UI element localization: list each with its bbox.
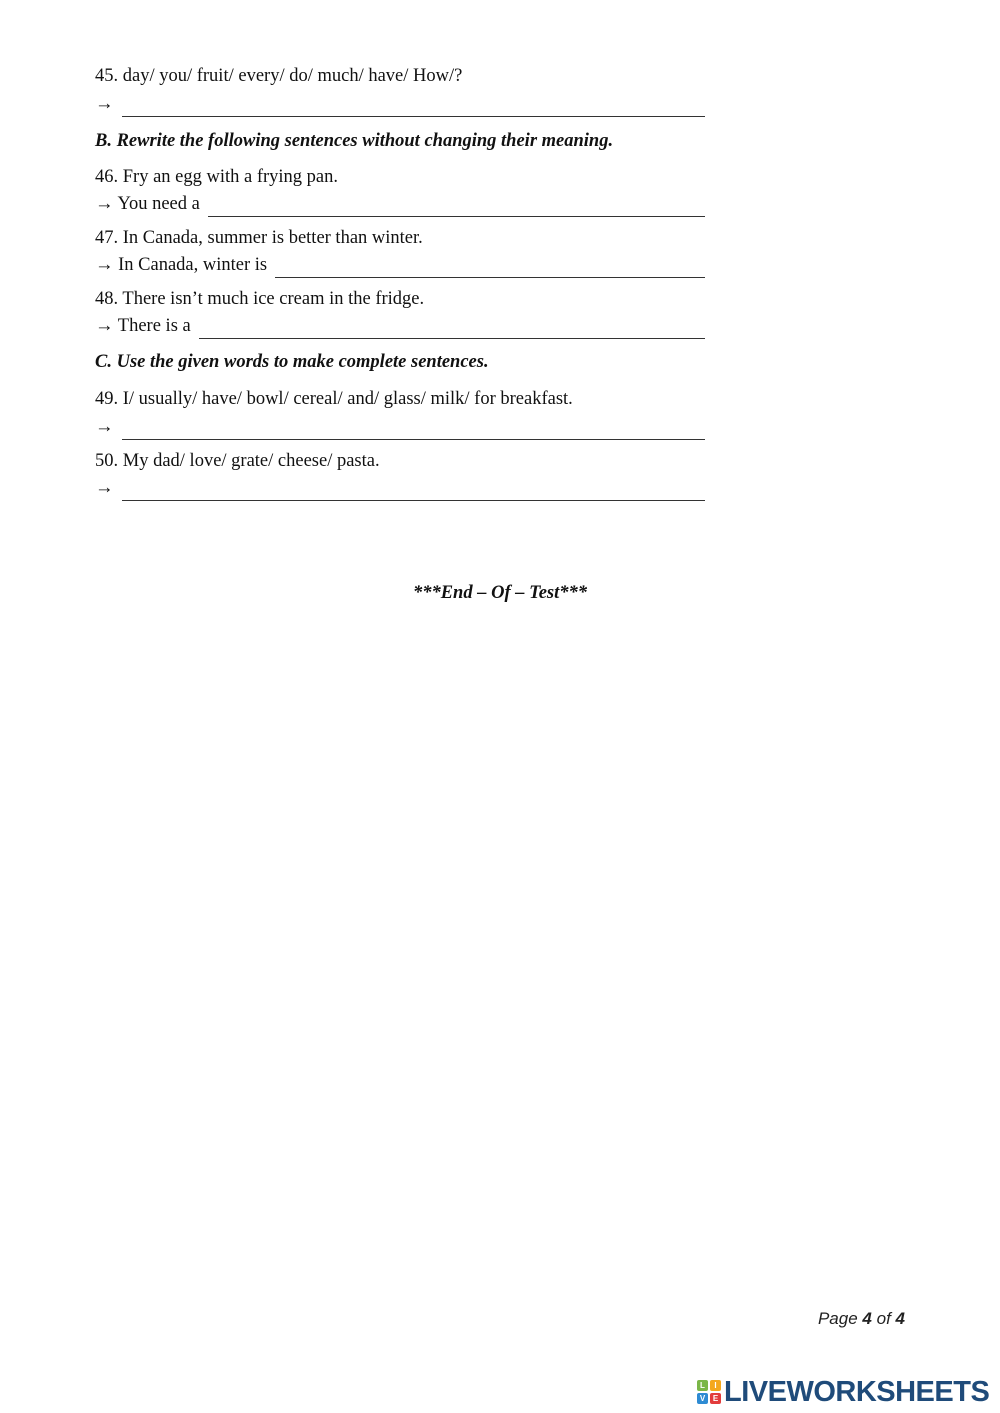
question-47-prompt: 47. In Canada, summer is better than winter. — [95, 228, 423, 248]
logo-squares-icon — [697, 1380, 721, 1404]
question-46-answer — [95, 193, 705, 215]
answer-50-input[interactable] — [122, 482, 706, 501]
question-45-answer — [95, 93, 705, 115]
question-46-prompt: 46. Fry an egg with a frying pan. — [95, 167, 339, 187]
of-word: of — [876, 1309, 891, 1328]
logo-square: I — [710, 1380, 721, 1391]
logo-square: E — [710, 1393, 721, 1404]
question-49-prompt: 49. I/ usually/ have/ bowl/ cereal/ and/ glass/ milk/ for breakfast. — [95, 389, 573, 409]
answer-prefix: → — [95, 94, 114, 114]
page-number — [818, 1309, 905, 1329]
answer-45-input[interactable] — [122, 98, 706, 117]
section-b-heading: B. Rewrite the following sentences without changing their meaning. — [95, 131, 614, 151]
question-50-prompt: 50. My dad/ love/ grate/ cheese/ pasta. — [95, 451, 380, 471]
section-c-heading: C. Use the given words to make complete sentences. — [95, 352, 489, 372]
question-48-answer — [95, 315, 705, 337]
end-of-test: ***End – Of – Test*** — [412, 583, 588, 603]
question-45-prompt: 45. day/ you/ fruit/ every/ do/ much/ have/ How/? — [95, 66, 463, 86]
answer-prefix: → — [95, 478, 114, 498]
liveworksheets-logo — [697, 1377, 989, 1407]
question-50-answer — [95, 477, 705, 499]
question-48-prompt: 48. There isn’t much ice cream in the fridge. — [95, 289, 425, 309]
question-47-answer — [95, 254, 705, 276]
answer-49-input[interactable] — [122, 421, 706, 440]
answer-prefix: → There is a — [95, 316, 191, 336]
logo-text: LIVEWORKSHEETS — [724, 1376, 990, 1408]
logo-square: L — [697, 1380, 708, 1391]
answer-prefix: → — [95, 417, 114, 437]
total-pages: 4 — [895, 1309, 905, 1328]
current-page: 4 — [862, 1309, 872, 1328]
answer-prefix: → In Canada, winter is — [95, 255, 268, 275]
logo-square: V — [697, 1393, 708, 1404]
answer-47-input[interactable] — [275, 259, 705, 278]
answer-46-input[interactable] — [208, 198, 705, 217]
page-word: Page — [817, 1309, 858, 1328]
question-49-answer — [95, 416, 705, 438]
answer-48-input[interactable] — [199, 320, 705, 339]
answer-prefix: → You need a — [95, 194, 200, 214]
